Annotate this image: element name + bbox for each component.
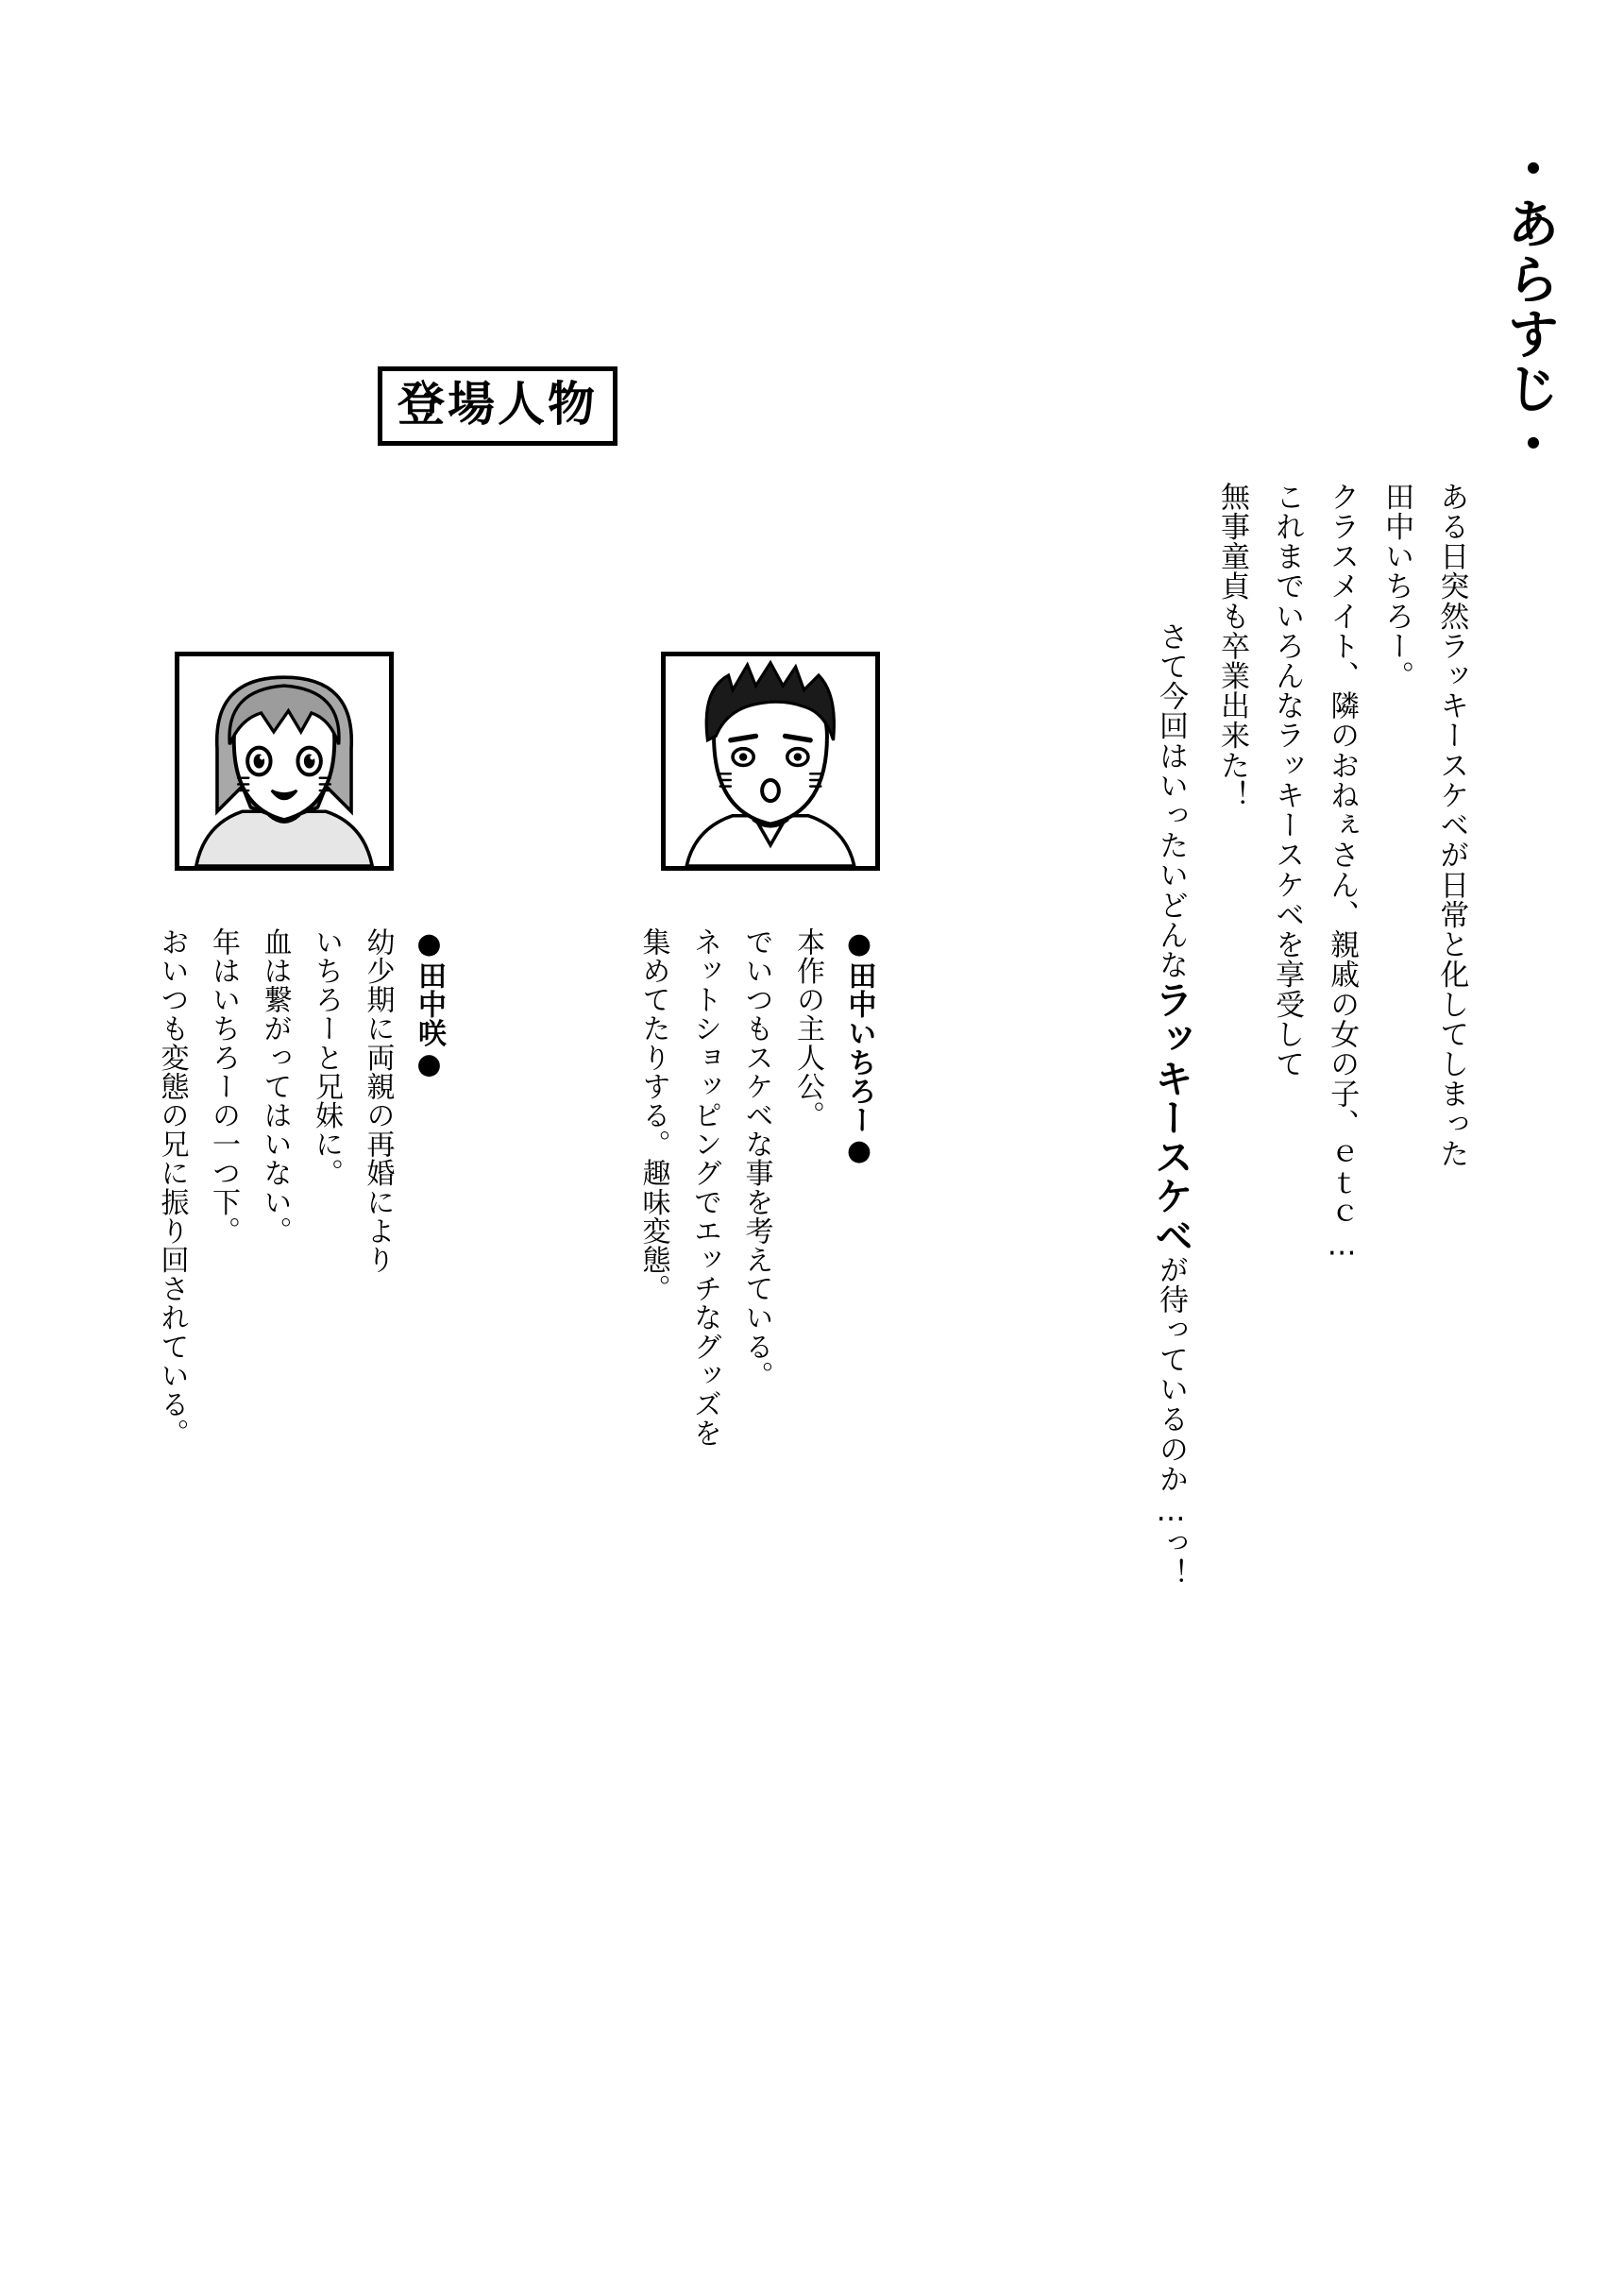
- synopsis-section: [1130, 142, 1569, 2200]
- synopsis-closing-line: [1140, 142, 1200, 2293]
- character-line: 幼少期に両親の再婚により: [361, 927, 395, 1275]
- synopsis-line: これまでいろんなラッキースケベを享受して: [1270, 482, 1305, 1079]
- girl-face-portrait-icon: [179, 656, 389, 866]
- character-line: でいつもスケベな事を考えている。: [739, 927, 773, 1390]
- synopsis-line: クラスメイト、隣のおねぇさん、親戚の女の子、ｅｔｃ…: [1325, 482, 1360, 1264]
- character-line: 集めてたりする。趣味変態。: [636, 927, 670, 1303]
- character-line: 本作の主人公。: [791, 927, 824, 1130]
- synopsis-closing-prefix: さて今回はいったいどんな: [1153, 621, 1188, 980]
- synopsis-title: ・あらすじ・: [1498, 142, 1560, 472]
- synopsis-line: ある日突然ラッキースケベが日常と化してしまった: [1434, 482, 1469, 1169]
- character-description-saki: [142, 927, 450, 1626]
- synopsis-closing-suffix: が待っているのか…っ！: [1153, 1254, 1188, 1588]
- character-line: ネットショッピングでエッチなグッズを: [688, 927, 721, 1448]
- synopsis-closing-emphasis: ラッキースケベ: [1147, 979, 1193, 1255]
- synopsis-line: 田中いちろー。: [1379, 482, 1414, 691]
- synopsis-body: [1130, 142, 1474, 2106]
- character-description-ichiro: [623, 927, 881, 1626]
- portrait-saki: [175, 652, 394, 871]
- character-line: 血は繋がってはいない。: [258, 927, 292, 1246]
- boy-face-portrait-icon: [666, 656, 875, 866]
- character-line: いちろーと兄妹に。: [310, 927, 343, 1188]
- character-name: ●田中いちろー●: [842, 927, 876, 1168]
- cast-heading: 登場人物: [378, 366, 617, 446]
- synopsis-line: 無事童貞も卒業出来た！: [1215, 482, 1250, 810]
- character-name: ●田中咲●: [413, 927, 446, 1081]
- portrait-ichiro: [661, 652, 880, 871]
- character-line: おいつも変態の兄に振り回されている。: [155, 927, 189, 1448]
- character-line: 年はいちろーの一つ下。: [207, 927, 240, 1246]
